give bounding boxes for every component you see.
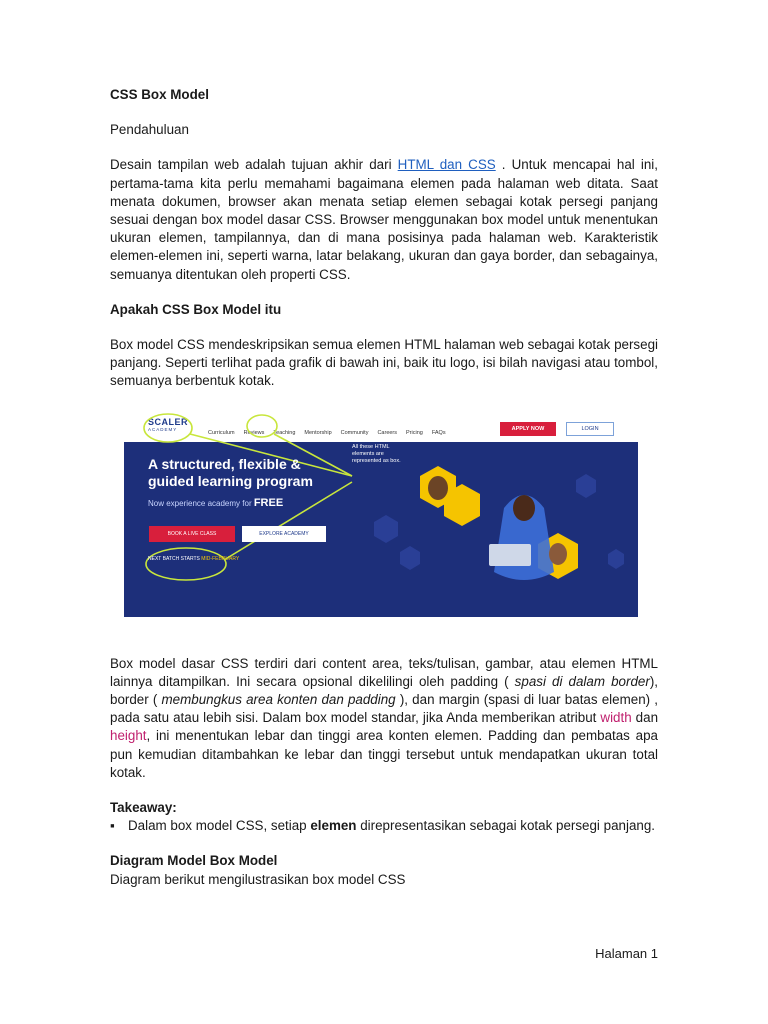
height-keyword: height xyxy=(110,728,147,744)
book-live-class-button: BOOK A LIVE CLASS xyxy=(149,526,235,542)
highlight-circle xyxy=(144,414,192,442)
nav-item: Teaching xyxy=(273,429,296,436)
nav-item: FAQs xyxy=(431,429,446,436)
apply-now-button: APPLY NOW xyxy=(500,422,556,436)
hero-illustration xyxy=(124,412,638,617)
takeaway-list-item: ▪ Dalam box model CSS, setiap elemen direpresentasikan sebagai kotak persegi panjang. xyxy=(110,817,658,835)
hero-subheading: Now experience academy for FREE xyxy=(148,496,284,509)
annotation-text: All these HTML elements are represented as box. xyxy=(352,443,401,464)
login-button: LOGIN xyxy=(566,422,614,436)
intro-heading: Pendahuluan xyxy=(110,122,189,138)
nav-item: Careers xyxy=(377,429,398,436)
document-title: CSS Box Model xyxy=(110,87,209,102)
hero-headline: A structured, flexible & guided learning program xyxy=(148,455,313,489)
highlight-circle xyxy=(247,415,277,437)
page-number: Halaman 1 xyxy=(595,946,658,961)
student-photo xyxy=(549,543,567,565)
explore-academy-button: EXPLORE ACADEMY xyxy=(242,526,326,542)
next-batch-text: NEXT BATCH STARTS MID-FEBRUARY xyxy=(148,555,240,562)
nav-item: Pricing xyxy=(406,429,423,436)
box-model-paragraph: Box model CSS mendeskripsikan semua elemen HTML halaman web sebagai kotak persegi panjang. Seperti terlihat pada grafik di bawah ini, baik itu logo, isi bilah navigasi atau tombol, semuanya berbentuk kotak. xyxy=(110,337,658,389)
bullet-square-icon: ▪ xyxy=(110,818,115,834)
section-heading-what-is: Apakah CSS Box Model itu xyxy=(110,301,282,317)
scaler-website-screenshot xyxy=(124,412,638,617)
intro-paragraph: Desain tampilan web adalah tujuan akhir dari HTML dan CSS . Untuk mencapai hal ini, pertama-tama kita perlu memahami bagaimana elemen pada halaman web ditata. Saat menata dokumen, browser akan menata setiap elemen sebagai kotak persegi panjang sesuai dengan box model dasar CSS. Browser menggunakan box model untuk menentukan ukuran elemen, tampilannya, dan di mana posisinya pada halaman web. Karakteristik elemen-elemen ini, seperti warna, latar belakang, ukuran dan gaya border, dan sebagainya, semuanya ditentukan oleh properti CSS. xyxy=(110,157,658,282)
scaler-logo: SCALER ACADEMY xyxy=(148,416,189,432)
document-page xyxy=(110,86,658,889)
width-keyword: width xyxy=(600,710,632,726)
nav-item: Mentorship xyxy=(304,429,332,436)
nav-item: Curriculum xyxy=(208,429,235,436)
nav-item: Community xyxy=(340,429,369,436)
html-css-link[interactable]: HTML dan CSS xyxy=(397,157,496,173)
box-model-detail-paragraph: Box model dasar CSS terdiri dari content area, teks/tulisan, gambar, atau elemen HTML lainnya ditampilkan. Ini secara opsional dikelilingi oleh padding ( spasi di dalam border), border ( membungkus area konten dan padding ), dan margin (spasi di luar batas elemen) , pada satu atau lebih sisi. Dalam box model standar, jika Anda memberikan atribut width dan height, ini menentukan lebar dan tinggi area konten elemen. Padding dan pembatas apa pun kemudian ditambahkan ke lebar dan tinggi tersebut untuk mendapatkan ukuran total kotak. xyxy=(110,655,659,780)
nav-item: Reviews xyxy=(243,429,265,436)
takeaway-heading: Takeaway: xyxy=(110,800,177,816)
diagram-heading: Diagram Model Box Model xyxy=(110,853,278,869)
diagram-caption: Diagram berikut mengilustrasikan box model CSS xyxy=(110,871,406,887)
student-photo xyxy=(428,476,448,500)
